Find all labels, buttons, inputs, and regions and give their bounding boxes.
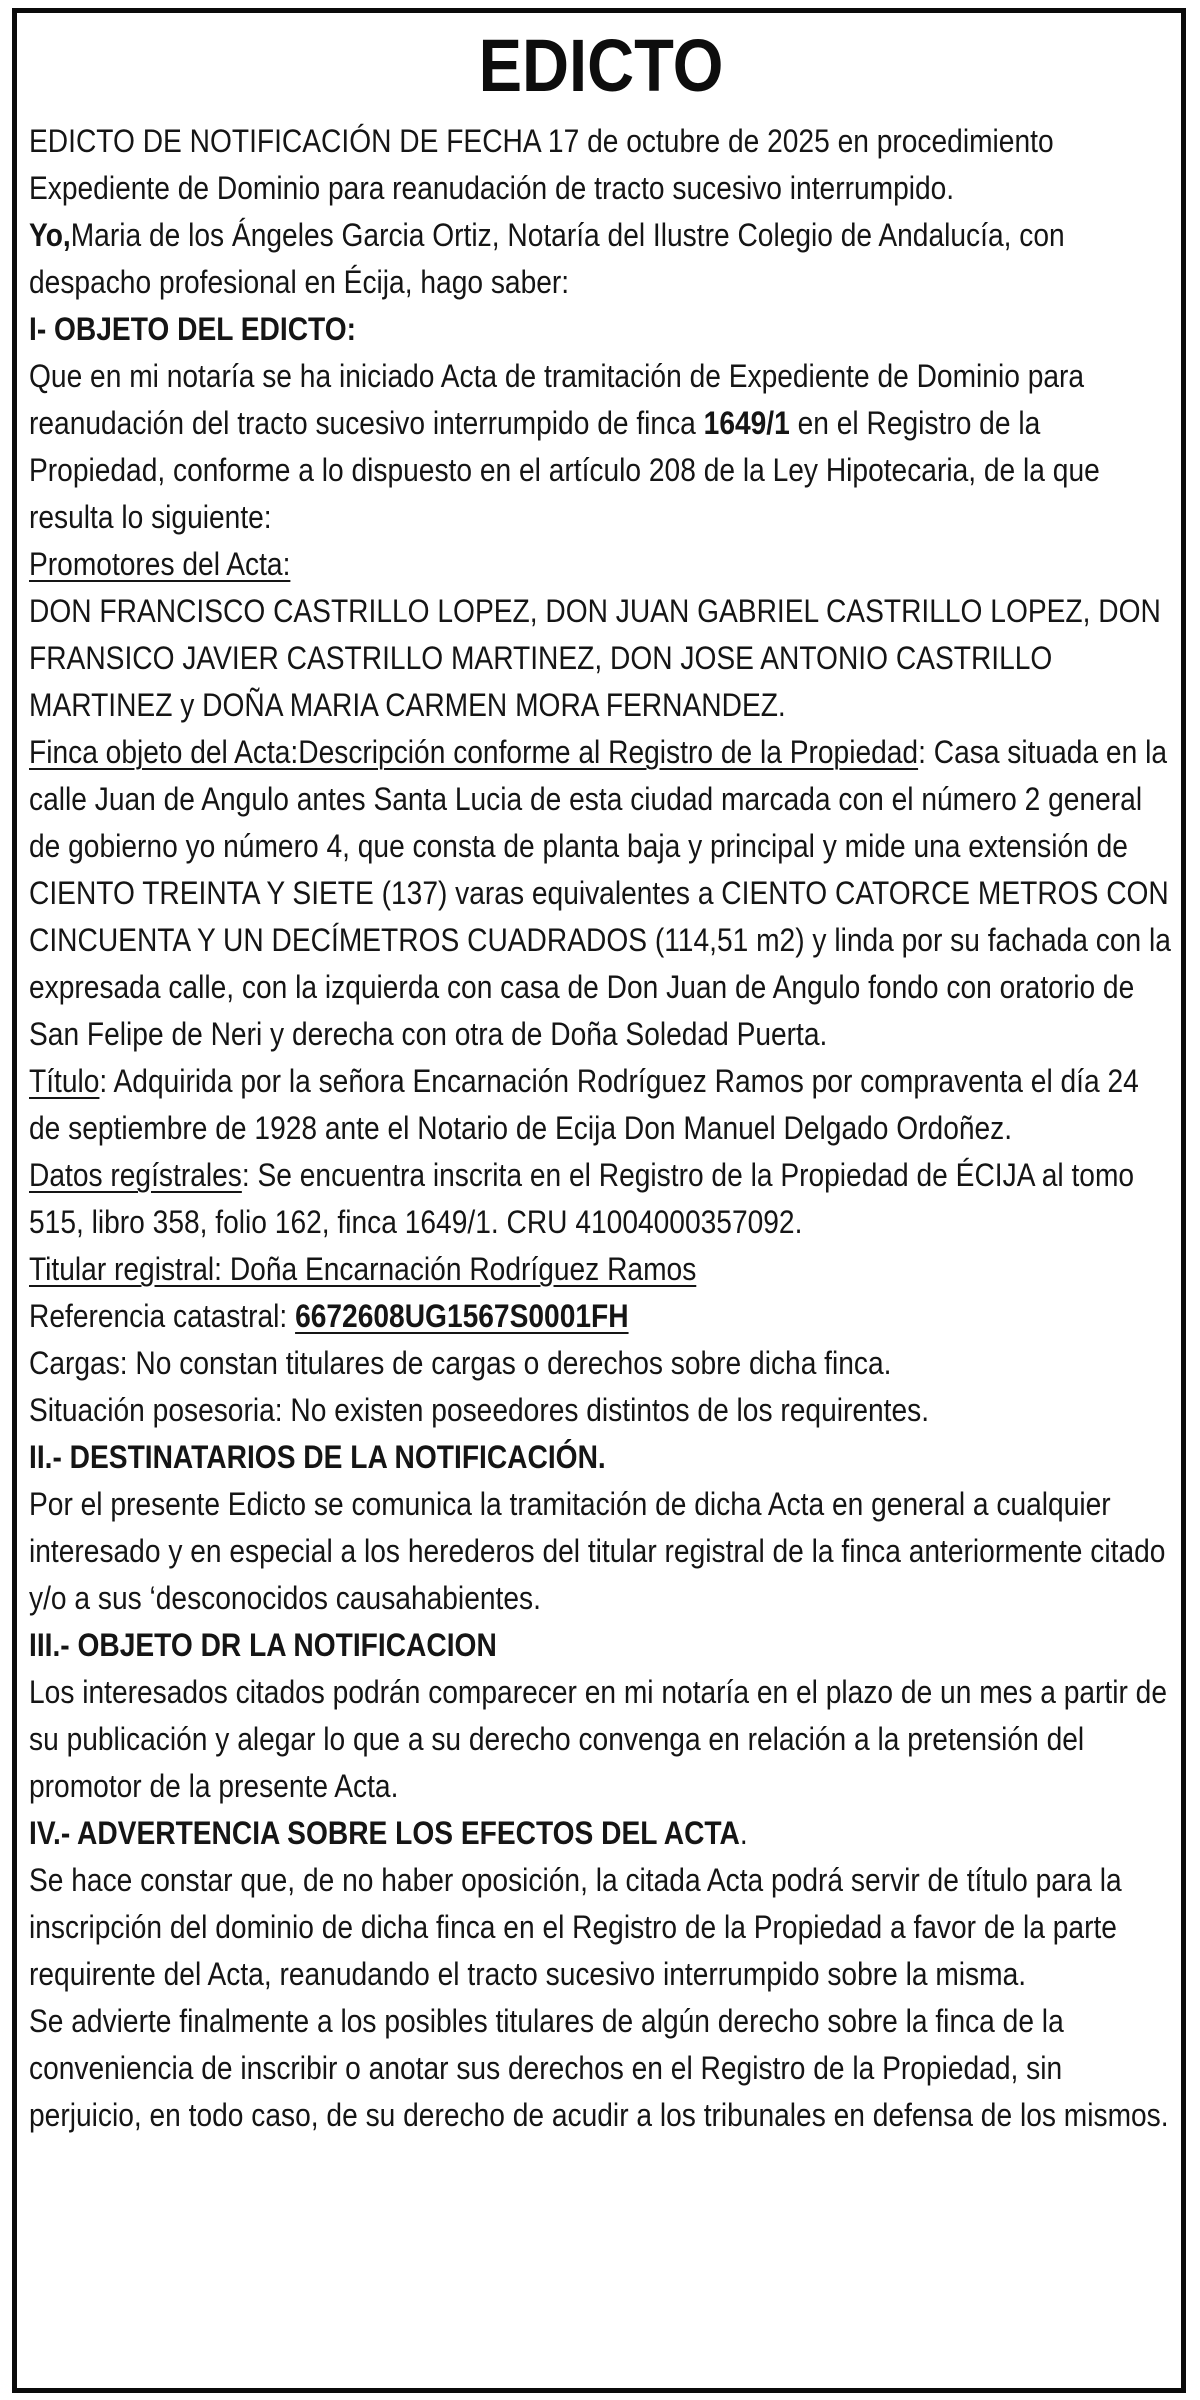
document-title: EDICTO xyxy=(478,24,724,107)
promoters-paragraph xyxy=(29,588,1173,729)
text-run: Se hace constar que, de no haber oposición, la citada Acta podrá servir de título para la inscripción del dominio de dicha finca en el Registro de la Propiedad a favor de la parte requirente del Acta, reanudando el tracto sucesivo interrumpido sobre la misma. xyxy=(29,1862,1122,1993)
text-run: III.- OBJETO DR LA NOTIFICACION xyxy=(29,1627,497,1664)
text-run: Los interesados citados podrán comparecer en mi notaría en el plazo de un mes a partir de su publicación y alegar lo que a su derecho convenga en relación a la pretensión del promotor de la presente Acta. xyxy=(29,1674,1168,1805)
text-run: Título xyxy=(29,1063,100,1100)
promoters-label xyxy=(29,541,1173,588)
section-heading-i xyxy=(29,306,1173,353)
cadastral-reference-paragraph xyxy=(29,1293,1173,1340)
possession-paragraph xyxy=(29,1387,1173,1434)
text-run: : Casa situada en la calle Juan de Angulo antes Santa Lucia de esta ciudad marcada con el número 2 general de gobierno yo número 4, que consta de planta baja y principal y mide una extensión de CIENTO TREINTA Y SIETE (137) varas equivalentes a CIENTO CATORCE METROS CON CINCUENTA Y UN DECÍMETROS CUADRADOS (114,51 m2) y linda por su fachada con la expresada calle, con la izquierda con casa de Don Juan de Angulo fondo con oratorio de San Felipe de Neri y derecha con otra de Doña Soledad Puerta. xyxy=(29,734,1171,1053)
text-run: 1649/1 xyxy=(703,405,790,442)
object-paragraph xyxy=(29,353,1173,541)
title-deed-paragraph xyxy=(29,1058,1173,1152)
document-body xyxy=(29,118,1173,2139)
text-run: Maria de los Ángeles Garcia Ortiz, Notaría del Ilustre Colegio de Andalucía, con despacho profesional en Écija, hago saber: xyxy=(29,217,1065,301)
recipients-paragraph xyxy=(29,1481,1173,1622)
section-heading-ii xyxy=(29,1434,1173,1481)
text-run: Titular registral: Doña Encarnación Rodríguez Ramos xyxy=(29,1251,697,1288)
text-run: Situación posesoria: No existen poseedores distintos de los requirentes. xyxy=(29,1392,930,1429)
section-heading-iv xyxy=(29,1810,1173,1857)
text-run: I- OBJETO DEL EDICTO: xyxy=(29,311,357,348)
text-run: . xyxy=(739,1815,748,1852)
text-run: en el Registro de la Propiedad, conforme a lo dispuesto en el artículo 208 de la Ley Hipotecaria, de la que resulta lo siguiente: xyxy=(29,405,1100,536)
document-content xyxy=(29,25,1173,2139)
property-description-paragraph xyxy=(29,729,1173,1058)
text-run: Yo, xyxy=(29,217,71,254)
text-run: Finca objeto del Acta:Descripción conforme al Registro de la Propiedad xyxy=(29,734,919,771)
text-run: DON FRANCISCO CASTRILLO LOPEZ, DON JUAN GABRIEL CASTRILLO LOPEZ, DON FRANSICO JAVIER CASTRILLO MARTINEZ, DON JOSE ANTONIO CASTRILLO MARTINEZ y DOÑA MARIA CARMEN MORA FERNANDEZ. xyxy=(29,593,1161,724)
registered-owner-paragraph xyxy=(29,1246,1173,1293)
registry-data-paragraph xyxy=(29,1152,1173,1246)
text-run: IV.- ADVERTENCIA SOBRE LOS EFECTOS DEL ACTA xyxy=(29,1815,740,1852)
charges-paragraph xyxy=(29,1340,1173,1387)
text-run: Que en mi notaría se ha iniciado Acta de tramitación de Expediente de Dominio para reanudación del tracto sucesivo interrumpido de finca xyxy=(29,358,1085,442)
text-run: Datos regístrales xyxy=(29,1157,242,1194)
text-run: Cargas: No constan titulares de cargas o derechos sobre dicha finca. xyxy=(29,1345,892,1382)
text-run: Se advierte finalmente a los posibles titulares de algún derecho sobre la finca de la conveniencia de inscribir o anotar sus derechos en el Registro de la Propiedad, sin perjuicio, en todo caso, de su derecho de acudir a los tribunales en defensa de los mismos. xyxy=(29,2003,1169,2134)
document-border xyxy=(12,8,1186,2393)
text-run: Promotores del Acta: xyxy=(29,546,291,583)
notary-paragraph xyxy=(29,212,1173,306)
section-heading-iii xyxy=(29,1622,1173,1669)
text-run: Por el presente Edicto se comunica la tramitación de dicha Acta en general a cualquier interesado y en especial a los herederos del titular registral de la finca anteriormente citado y/o a sus ‘desconocidos causahabientes. xyxy=(29,1486,1166,1617)
text-run: : Se encuentra inscrita en el Registro de la Propiedad de ÉCIJA al tomo 515, libro 358, folio 162, finca 1649/1. CRU 41004000357092. xyxy=(29,1157,1135,1241)
text-run: EDICTO DE NOTIFICACIÓN DE FECHA 17 de octubre de 2025 en procedimiento Expediente de Dominio para reanudación de tracto sucesivo interrumpido. xyxy=(29,123,1054,207)
text-run: 6672608UG1567S0001FH xyxy=(295,1298,629,1335)
final-warning-paragraph xyxy=(29,1998,1173,2139)
text-run: : Adquirida por la señora Encarnación Rodríguez Ramos por compraventa el día 24 de septiembre de 1928 ante el Notario de Ecija Don Manuel Delgado Ordoñez. xyxy=(29,1063,1139,1147)
intro-paragraph xyxy=(29,118,1173,212)
text-run: II.- DESTINATARIOS DE LA NOTIFICACIÓN. xyxy=(29,1439,606,1476)
effects-paragraph xyxy=(29,1857,1173,1998)
appearance-paragraph xyxy=(29,1669,1173,1810)
text-run: Referencia catastral: xyxy=(29,1298,296,1335)
